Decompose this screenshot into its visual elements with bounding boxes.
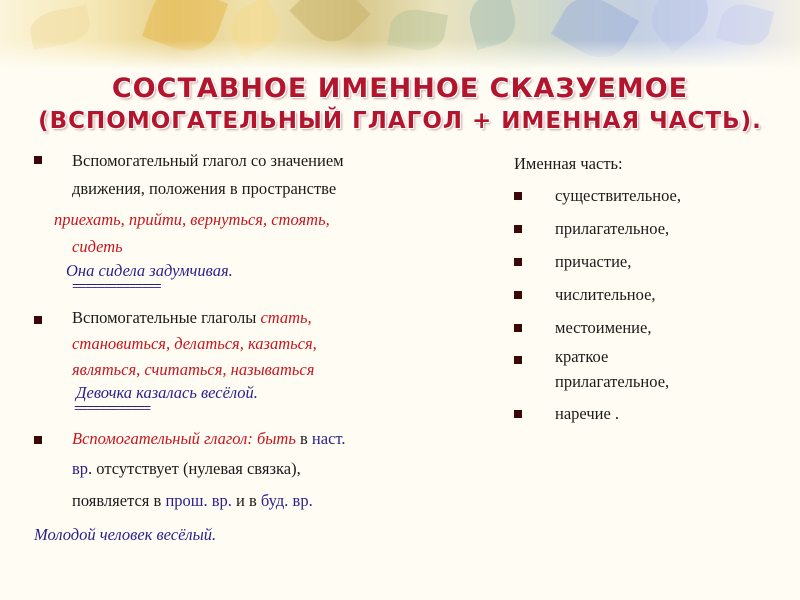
right-item: местоимение, [555,318,652,337]
right-item: прилагательное, [555,219,670,238]
bullet-icon [514,324,522,332]
right-item: числительное, [555,285,656,304]
bullet-icon [514,192,522,200]
item1-verbs-line2: сидеть [72,237,123,256]
item3-part5: . отсутствует (нулевая связка), [88,459,301,478]
page-subtitle: (ВСПОМОГАТЕЛЬНЫЙ ГЛАГОЛ + ИМЕННАЯ ЧАСТЬ). [38,108,762,134]
item3-part8: и в [231,491,261,510]
right-item: причастие, [555,252,632,271]
bullet-icon [34,316,42,324]
item1-text-line2: движения, положения в пространстве [72,179,337,198]
item3-part4: вр [72,459,89,478]
item3-part3: наст. [311,429,346,448]
final-example: Молодой человек весёлый. [34,525,217,544]
page-title: СОСТАВНОЕ ИМЕННОЕ СКАЗУЕМОЕ [111,73,689,104]
item2-verbs-line3: являться, считаться, называться [72,360,315,379]
right-item: существительное, [555,186,681,205]
item3-line1 [72,426,346,451]
item2-prefix: Вспомогательные глаголы [72,308,261,327]
bullet-icon [34,156,42,164]
item2-underline: ============ [74,401,150,416]
bullet-icon [514,225,522,233]
right-heading: Именная часть: [514,154,623,173]
item3-part1: Вспомогательный глагол: быть [72,429,296,448]
item3-line2 [72,456,301,481]
item2-verbs-line1: стать, [260,308,312,327]
item1-underline: ============== [72,279,161,294]
item3-line3 [72,488,313,513]
bullet-icon [514,410,522,418]
item2-text-line1 [72,305,312,330]
right-item: наречие . [555,404,620,423]
item1-text-line1: Вспомогательный глагол со значением [72,151,344,170]
item3-part9: буд. вр. [260,491,313,510]
item2-verbs-line2: становиться, делаться, казаться, [72,334,317,353]
item1-example: Она сидела задумчивая. [66,261,233,280]
bullet-icon [514,258,522,266]
item3-part2: в [295,429,312,448]
bullet-icon [514,291,522,299]
bullet-icon [514,356,522,364]
decorative-banner [0,0,800,68]
item3-part7: прош. вр. [165,491,232,510]
bullet-icon [34,436,42,444]
right-item-continuation: прилагательное, [555,372,670,391]
right-item: краткое [555,347,609,366]
item1-verbs-line1: приехать, прийти, вернуться, стоять, [54,210,330,229]
item2-example: Девочка казалась весёлой. [76,383,258,402]
item3-part6: появляется в [72,491,166,510]
